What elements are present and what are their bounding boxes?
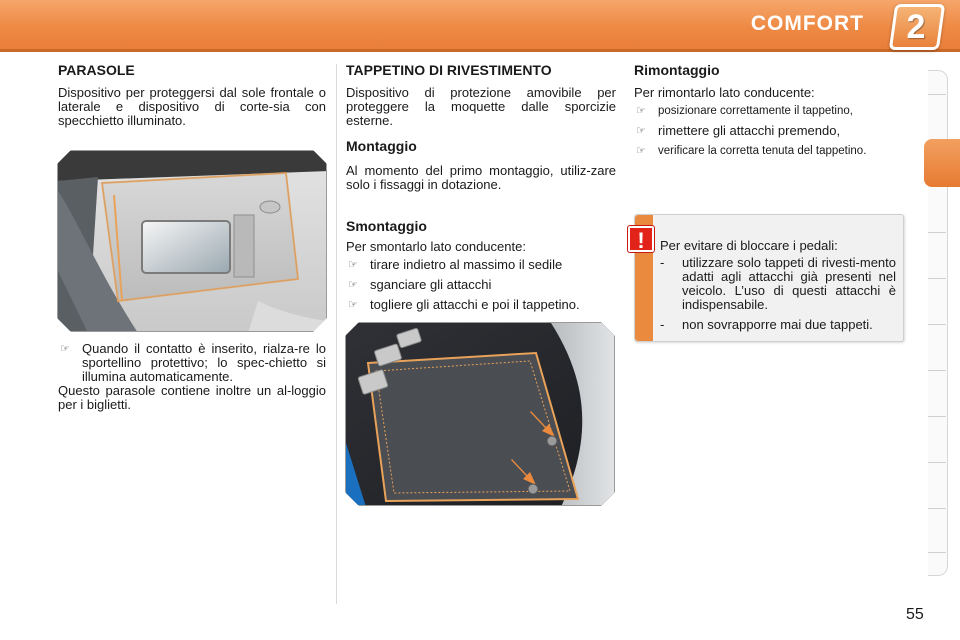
chapter-number: 2 <box>906 8 926 46</box>
page-number: 55 <box>906 606 924 623</box>
list-item: ☞ togliere gli attacchi e poi il tappetino. <box>348 297 580 312</box>
chapter-tab-active[interactable] <box>924 139 960 187</box>
tab-divider <box>928 370 946 371</box>
column-divider <box>336 64 337 604</box>
tappetino-heading: TAPPETINO DI RIVESTIMENTO <box>346 62 552 78</box>
sun-visor-illustration <box>57 150 327 332</box>
list-item: ☞ Quando il contatto è inserito, rialza-re lo sportellino protettivo; lo spec-chietto si illumina automaticamente. <box>60 341 326 384</box>
floor-mat-drawing <box>346 323 615 506</box>
list-item: - non sovrapporre mai due tappeti. <box>660 317 873 332</box>
list-item: ☞ posizionare correttamente il tappetino, <box>636 105 853 117</box>
list-item: ☞ rimettere gli attacchi premendo, <box>636 123 841 138</box>
tab-divider <box>928 94 946 95</box>
tab-divider <box>928 232 946 233</box>
rimontaggio-intro: Per rimontarlo lato conducente: <box>634 85 815 100</box>
pointing-hand-icon: ☞ <box>348 299 358 311</box>
floor-mat-illustration <box>345 322 615 506</box>
smontaggio-steps <box>346 258 618 318</box>
tab-divider <box>928 552 946 553</box>
pointing-hand-icon: ☞ <box>636 105 646 117</box>
list-item: ☞ tirare indietro al massimo il sedile <box>348 257 563 272</box>
parasole-note: Questo parasole contiene inoltre un al-loggio per i biglietti. <box>58 383 326 412</box>
sun-visor-drawing <box>58 151 327 332</box>
parasole-intro: Dispositivo per proteggersi dal sole frontale o laterale e dispositivo di corte-sia con specchietto illuminato. <box>58 85 326 128</box>
tab-divider <box>928 416 946 417</box>
exclamation-icon: ! <box>628 226 654 252</box>
tab-divider <box>928 278 946 279</box>
pointing-hand-icon: ☞ <box>636 125 646 137</box>
warning-items <box>656 256 896 338</box>
smontaggio-heading: Smontaggio <box>346 218 427 234</box>
list-item: ☞ sganciare gli attacchi <box>348 277 492 292</box>
warning-intro: Per evitare di bloccare i pedali: <box>660 238 838 253</box>
pointing-hand-icon: ☞ <box>348 279 358 291</box>
rimontaggio-heading: Rimontaggio <box>634 62 720 78</box>
tab-divider <box>928 462 946 463</box>
pointing-hand-icon: ☞ <box>60 343 70 355</box>
smontaggio-intro: Per smontarlo lato conducente: <box>346 239 526 254</box>
rimontaggio-steps <box>634 104 914 164</box>
list-item: ☞ verificare la corretta tenuta del tappetino. <box>636 145 867 157</box>
montaggio-heading: Montaggio <box>346 138 417 154</box>
list-item: - utilizzare solo tappeti di rivesti-mento adatti agli attacchi già presenti nel veicolo. L’uso di questi attacchi è indispensabile. <box>660 255 896 312</box>
tab-divider <box>928 508 946 509</box>
montaggio-text: Al momento del primo montaggio, utiliz-zare solo i fissaggi in dotazione. <box>346 163 616 192</box>
pointing-hand-icon: ☞ <box>636 145 646 157</box>
tappetino-intro: Dispositivo di protezione amovibile per proteggere la moquette dalle sporcizie esterne. <box>346 85 616 128</box>
pointing-hand-icon: ☞ <box>348 259 358 271</box>
tab-divider <box>928 324 946 325</box>
chapter-title: COMFORT <box>750 12 864 35</box>
parasole-heading: PARASOLE <box>58 62 135 78</box>
